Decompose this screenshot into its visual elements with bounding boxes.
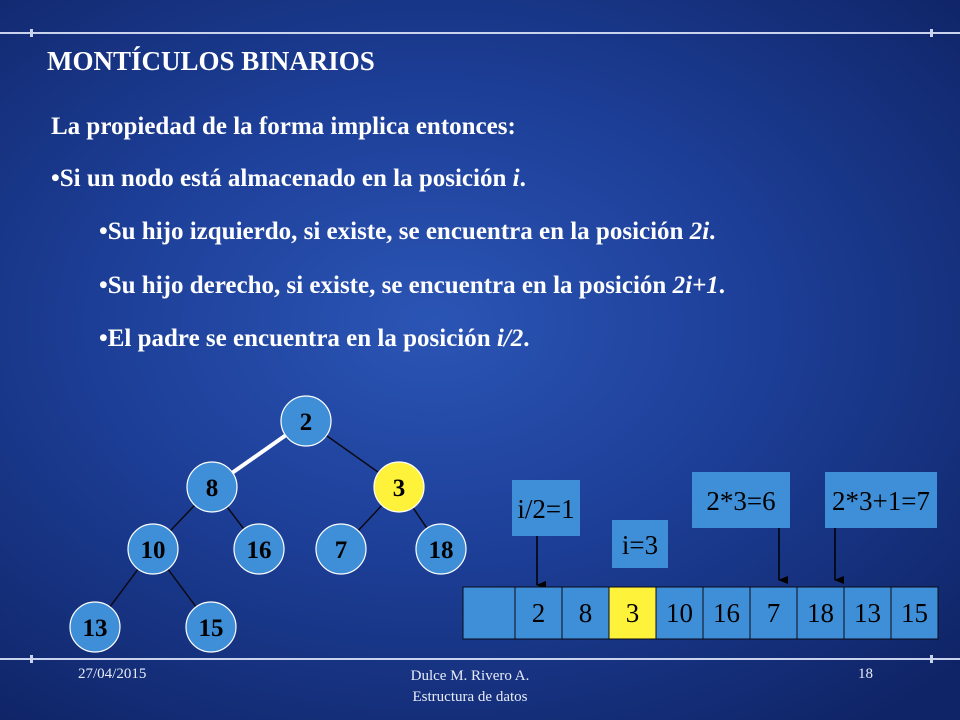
index-labels (512, 472, 937, 568)
tree-node (70, 602, 120, 652)
array-cell (891, 587, 938, 639)
tree-node-value: 3 (392, 475, 406, 502)
array-cell (562, 587, 609, 639)
array-cell (797, 587, 844, 639)
bullet-end: . (709, 218, 716, 245)
bullet-text: •Su hijo derecho, si existe, se encuentra en la posición (99, 272, 673, 299)
array-cell (515, 587, 562, 639)
tree-nodes (70, 396, 466, 652)
slide-title: MONTÍCULOS BINARIOS (47, 46, 375, 76)
index-label-left-child (692, 472, 790, 528)
array-cell-value: 15 (901, 598, 928, 628)
intro-label: La propiedad de la forma implica entonces: (51, 113, 516, 140)
tree-edges (110, 435, 427, 607)
tree-node (316, 524, 366, 574)
tree-node-value: 16 (246, 537, 272, 564)
tree-node-value: 7 (334, 537, 348, 564)
array-cell-value: 3 (625, 598, 640, 628)
index-label-right-child (825, 472, 937, 528)
array-cell (750, 587, 797, 639)
array-cell-value: 18 (807, 598, 834, 628)
array-cell-value: 8 (578, 598, 593, 628)
footer-credits (360, 666, 580, 708)
array-cell (609, 587, 656, 639)
tree-node (234, 524, 284, 574)
array-cell (463, 587, 515, 639)
tree-node-value: 18 (428, 537, 454, 564)
tree-node-value: 10 (140, 537, 166, 564)
bullet-var: 2i (689, 218, 710, 245)
bullet-end: . (519, 165, 526, 192)
bullet-var: 2i+1 (672, 272, 719, 299)
tree-node (128, 524, 178, 574)
array-cell-box (463, 587, 515, 639)
tree-edge (413, 508, 427, 529)
tree-edge (232, 435, 285, 472)
bullet-text: •Si un nodo está almacenado en la posición (51, 165, 513, 192)
tree-node (187, 462, 237, 512)
tree-edge (170, 505, 195, 531)
array-cell-value: 10 (666, 598, 693, 628)
bullet-text: •El padre se encuentra en la posición (99, 325, 497, 352)
array-cell (703, 587, 750, 639)
index-label-text: i=3 (621, 530, 659, 560)
array-cell-value: 2 (531, 598, 546, 628)
index-label-text: i/2=1 (517, 494, 575, 524)
bullet-end: . (523, 325, 530, 352)
bullet-end: . (718, 272, 726, 299)
index-label-current (612, 520, 668, 568)
index-label-text: 2*3+1=7 (832, 486, 930, 516)
array-cell-value: 13 (854, 598, 881, 628)
tree-node (186, 602, 236, 652)
tree-node-value: 15 (198, 615, 224, 642)
tree-edge (326, 435, 378, 472)
bullet-var: i/2 (496, 325, 524, 352)
tree-node-value: 13 (82, 615, 108, 642)
bullet-text: •Su hijo izquierdo, si existe, se encuentra en la posición (99, 218, 690, 245)
footer-date: 27/04/2015 (78, 666, 147, 682)
footer-course: Estructura de datos (412, 689, 528, 705)
tree-edge (358, 505, 382, 530)
array-cell (656, 587, 703, 639)
footer-author: Dulce M. Rivero A. (410, 668, 530, 684)
array-cell (844, 587, 891, 639)
tree-node-value: 8 (205, 475, 219, 502)
tree-edge (227, 507, 244, 529)
array-cell-value: 7 (766, 598, 781, 628)
heap-array (463, 587, 938, 639)
index-label-text: 2*3=6 (706, 486, 776, 516)
tree-node (281, 396, 331, 446)
bullet-var: i (512, 165, 520, 192)
tree-node-value: 2 (299, 409, 313, 436)
tree-node (416, 524, 466, 574)
index-arrows (537, 528, 835, 585)
index-label-parent (512, 480, 580, 536)
tree-edge (168, 569, 196, 607)
footer-page-number: 18 (858, 666, 873, 682)
tree-edge (110, 569, 138, 607)
array-cell-value: 16 (713, 598, 740, 628)
tree-node (374, 462, 424, 512)
